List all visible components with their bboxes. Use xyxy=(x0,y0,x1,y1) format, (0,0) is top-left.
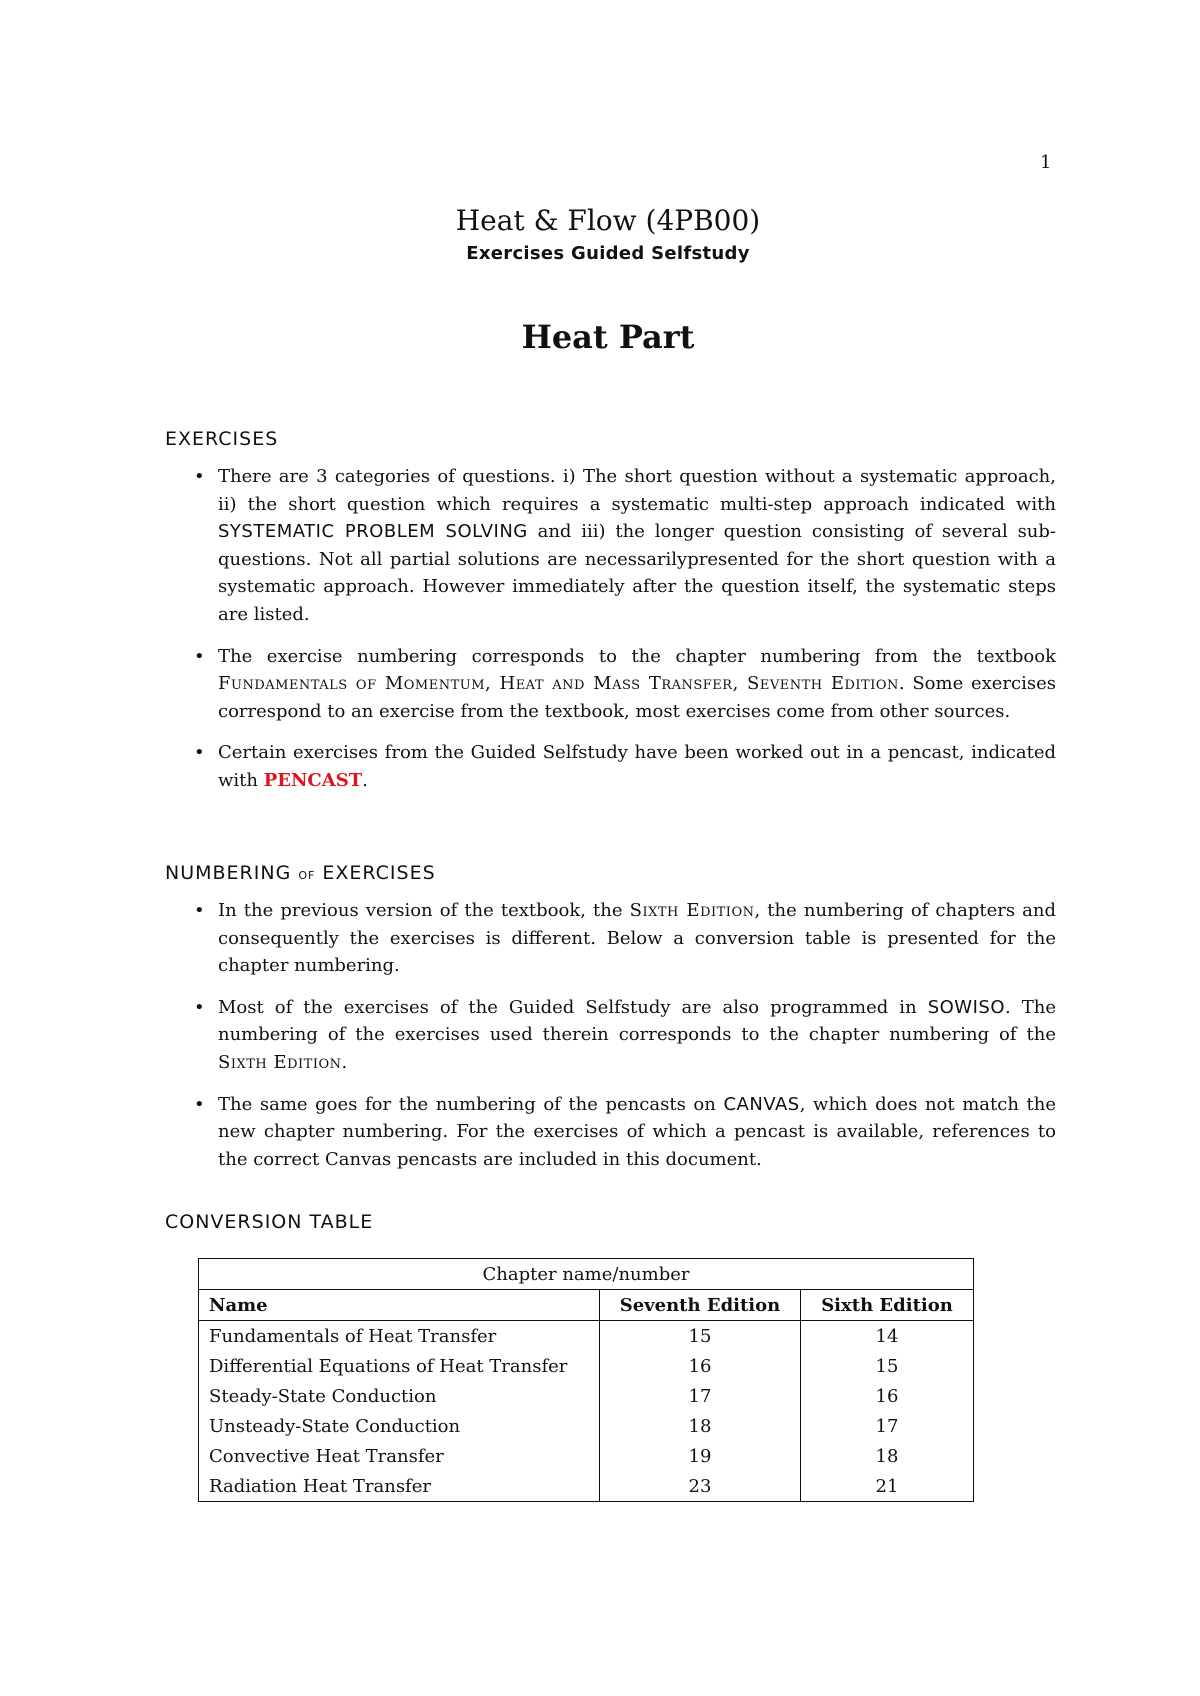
item-text: and iii) the longer question consisting of several sub-questions. Not all partial solutions are necessarilypresented for the short question with a systematic approach. However immediately after the question itself, the systematic steps are listed. xyxy=(218,521,1056,625)
list-item xyxy=(218,739,1056,794)
sowiso-label: SOWISO xyxy=(927,996,1005,1018)
cell-name: Fundamentals of Heat Transfer xyxy=(199,1321,600,1352)
table-row xyxy=(199,1351,974,1381)
cell-seventh: 15 xyxy=(600,1321,801,1352)
systematic-label: SYSTEMATIC PROBLEM SOLVING xyxy=(218,521,528,543)
item-text: . Some exercises correspond to an exercise from the textbook, most exercises come from other sources. xyxy=(218,673,1056,722)
cell-name: Differential Equations of Heat Transfer xyxy=(199,1351,600,1381)
table-row xyxy=(199,1471,974,1502)
column-header-name: Name xyxy=(199,1290,600,1321)
cell-name: Convective Heat Transfer xyxy=(199,1441,600,1471)
item-text: Most of the exercises of the Guided Selfstudy are also programmed in xyxy=(218,996,928,1018)
item-text: . The numbering of the exercises used therein corresponds to the chapter numbering of the xyxy=(218,996,1057,1046)
section-heading-numbering xyxy=(165,862,436,884)
heading-part: NUMBERING xyxy=(165,862,299,884)
table-caption: Chapter name/number xyxy=(199,1259,974,1290)
cell-name: Radiation Heat Transfer xyxy=(199,1471,600,1502)
table-row xyxy=(199,1411,974,1441)
heading-part: of xyxy=(298,864,316,883)
cell-sixth: 14 xyxy=(801,1321,974,1352)
column-header-sixth: Sixth Edition xyxy=(801,1290,974,1321)
page-number: 1 xyxy=(1040,152,1052,173)
cell-sixth: 21 xyxy=(801,1471,974,1502)
part-title: Heat Part xyxy=(521,318,695,356)
list-item xyxy=(218,643,1056,726)
cell-sixth: 15 xyxy=(801,1351,974,1381)
item-text: The exercise numbering corresponds to the chapter numbering from the textbook xyxy=(218,645,1056,667)
cell-seventh: 17 xyxy=(600,1381,801,1411)
cell-seventh: 19 xyxy=(600,1441,801,1471)
document-title: Heat & Flow (4PB00) xyxy=(455,204,761,237)
table-row xyxy=(199,1381,974,1411)
item-text: The same goes for the numbering of the pencasts on xyxy=(218,1093,724,1115)
numbering-list xyxy=(218,897,1056,1187)
exercises-list xyxy=(218,463,1056,809)
canvas-label: CANVAS xyxy=(723,1093,800,1115)
column-header-seventh: Seventh Edition xyxy=(600,1290,801,1321)
edition-name: Sixth Edition xyxy=(218,1051,342,1073)
item-text: . xyxy=(362,769,368,791)
pencast-label: PENCAST xyxy=(263,769,363,791)
list-item xyxy=(218,994,1056,1077)
cell-name: Steady-State Conduction xyxy=(199,1381,600,1411)
section-heading-conversion: CONVERSION TABLE xyxy=(165,1211,374,1233)
cell-seventh: 16 xyxy=(600,1351,801,1381)
cell-sixth: 16 xyxy=(801,1381,974,1411)
item-text: , which does not match the new chapter numbering. For the exercises of which a pencast is available, references to the correct Canvas pencasts are included in this document. xyxy=(218,1093,1057,1170)
cell-name: Unsteady-State Conduction xyxy=(199,1411,600,1441)
list-item xyxy=(218,1091,1056,1174)
list-item xyxy=(218,463,1056,629)
item-text: . xyxy=(341,1051,348,1073)
item-text: Certain exercises from the Guided Selfstudy have been worked out in a pencast, indicated with xyxy=(218,742,1056,791)
edition-name: Sixth Edition xyxy=(629,900,755,921)
table-row xyxy=(199,1321,974,1352)
item-text: In the previous version of the textbook, the xyxy=(218,900,630,921)
cell-seventh: 18 xyxy=(600,1411,801,1441)
list-item xyxy=(218,897,1056,980)
textbook-title: Fundamentals of Momentum, Heat and Mass Transfer, Seventh Edition xyxy=(218,673,899,695)
cell-seventh: 23 xyxy=(600,1471,801,1502)
item-text: , the numbering of chapters and consequently the exercises is different. Below a conversion table is presented for the chapter numbering. xyxy=(218,900,1057,977)
cell-sixth: 18 xyxy=(801,1441,974,1471)
cell-sixth: 17 xyxy=(801,1411,974,1441)
section-heading-exercises: EXERCISES xyxy=(165,428,279,450)
item-text: There are 3 categories of questions. i) The short question without a systematic approach, ii) the short question which requires a systematic multi-step approach indicated with xyxy=(218,466,1056,515)
heading-part: EXERCISES xyxy=(315,862,436,884)
table-row xyxy=(199,1441,974,1471)
conversion-table xyxy=(198,1258,974,1502)
document-subtitle: Exercises Guided Selfstudy xyxy=(466,243,750,264)
